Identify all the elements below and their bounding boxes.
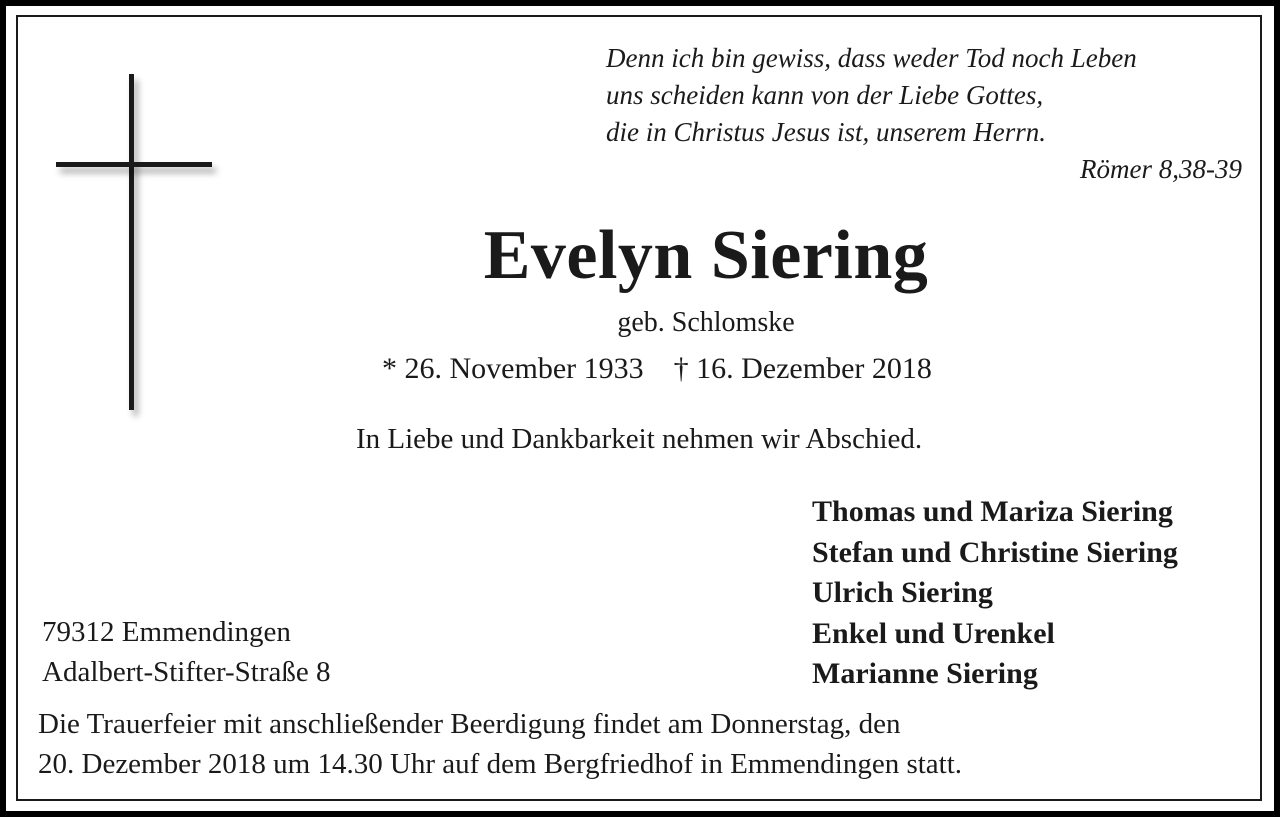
deceased-name: Evelyn Siering <box>483 217 929 294</box>
verse-line: uns scheiden kann von der Liebe Gottes, <box>606 80 1044 110</box>
death-date: † 16. Dezember 2018 <box>673 352 932 385</box>
address-city: 79312 Emmendingen <box>42 616 291 648</box>
cross-horizontal-beam <box>56 162 212 167</box>
funeral-details <box>38 704 962 784</box>
address-street: Adalbert-Stifter-Straße 8 <box>42 656 331 688</box>
family-address <box>42 612 331 692</box>
funeral-line: 20. Dezember 2018 um 14.30 Uhr auf dem Bergfriedhof in Emmendingen statt. <box>38 748 963 780</box>
funeral-line: Die Trauerfeier mit anschließender Beerdigung findet am Donnerstag, den <box>38 708 901 740</box>
mourners-list <box>812 492 1178 695</box>
verse-line: Denn ich bin gewiss, dass weder Tod noch Leben <box>606 43 1137 73</box>
bible-verse <box>606 40 1242 188</box>
verse-reference: Römer 8,38-39 <box>1080 154 1242 184</box>
birth-date: * 26. November 1933 <box>382 352 644 385</box>
mourner-name: Marianne Siering <box>812 657 1038 690</box>
maiden-name: geb. Schlomske <box>617 307 795 338</box>
mourner-name: Stefan und Christine Siering <box>812 535 1178 569</box>
mourner-name: Ulrich Siering <box>812 576 993 609</box>
life-dates <box>382 350 932 388</box>
farewell-text: In Liebe und Dankbarkeit nehmen wir Abschied. <box>356 423 923 455</box>
mourner-name: Thomas und Mariza Siering <box>812 495 1173 528</box>
verse-line: die in Christus Jesus ist, unserem Herrn. <box>606 117 1046 147</box>
obituary-notice <box>6 6 1274 811</box>
mourner-name: Enkel und Urenkel <box>812 616 1055 650</box>
